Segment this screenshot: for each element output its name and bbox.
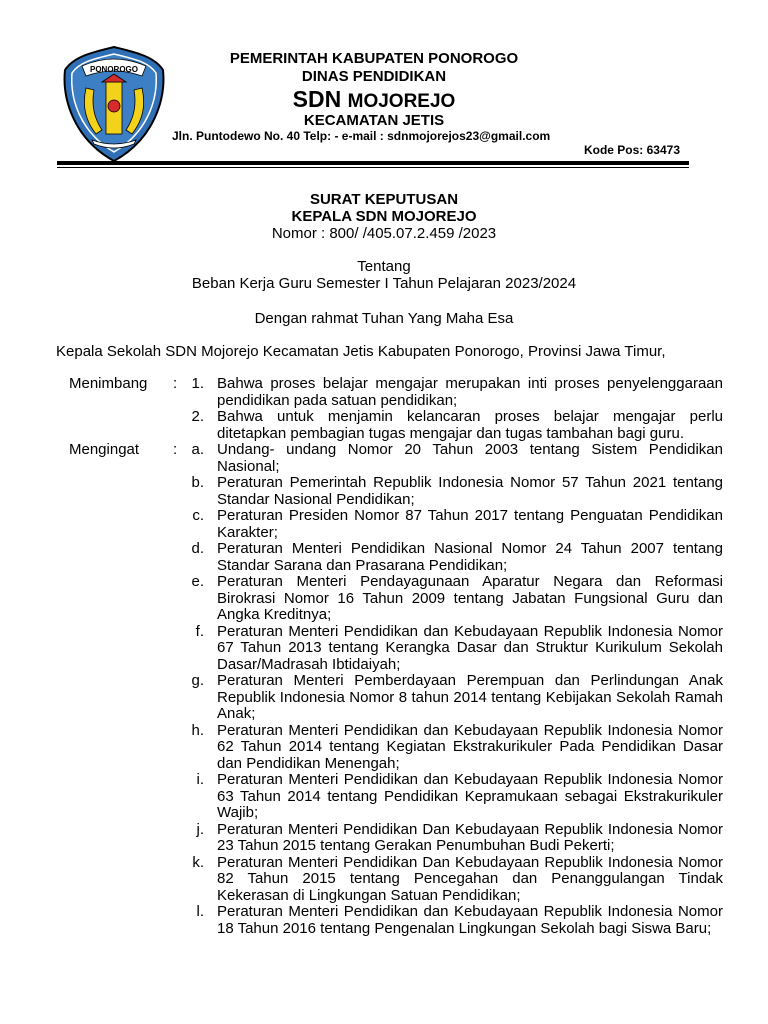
ponorogo-regency-emblem-icon xyxy=(62,44,166,164)
svg-text:PONOROGO: PONOROGO xyxy=(89,65,139,74)
letterhead-government: PEMERINTAH KABUPATEN PONOROGO xyxy=(229,50,519,67)
item-number: k. xyxy=(192,853,204,871)
letterhead-office: DINAS PENDIDIKAN xyxy=(301,68,447,85)
section-label: Menimbang xyxy=(69,375,148,392)
decree-number: Nomor : 800/ /405.07.2.459 /2023 xyxy=(271,225,497,242)
item-text: Peraturan Pemerintah Republik Indonesia Nomor 57 Tahun 2021 tentang Standar Nasional Pendidikan; xyxy=(217,474,723,508)
decree-about-label: Tentang xyxy=(357,258,411,275)
item-text: Peraturan Menteri Pendidikan Dan Kebudayaan Republik Indonesia Nomor 82 Tahun 2015 tentang Pencegahan dan Penanggulangan Tindak Kekerasan di Lingkungan Satuan Pendidikan; xyxy=(217,853,723,904)
list-item xyxy=(0,673,768,723)
list-item xyxy=(0,574,768,624)
item-number: 1. xyxy=(191,375,204,392)
letterhead-rule-thin xyxy=(57,167,689,168)
list-item xyxy=(0,409,768,442)
decree-subject: Beban Kerja Guru Semester I Tahun Pelajaran 2023/2024 xyxy=(191,275,577,292)
list-item xyxy=(0,723,768,773)
item-text: Undang- undang Nomor 20 Tahun 2003 tentang Sistem Pendidikan Nasional; xyxy=(217,441,723,475)
list-item xyxy=(0,624,768,674)
school-name: MOJOREJO xyxy=(347,91,456,112)
section-label: Mengingat xyxy=(69,441,140,458)
item-text: Peraturan Menteri Pendidikan dan Kebudayaan Republik Indonesia Nomor 63 Tahun 2014 tentang Pendidikan Kepramukaan sebagai Ekstrakurikuler Wajib; xyxy=(217,771,723,821)
list-item xyxy=(0,822,768,855)
list-item xyxy=(0,376,768,409)
item-number: b. xyxy=(191,474,204,491)
item-text: Peraturan Menteri Pendayagunaan Aparatur Negara dan Reformasi Birokrasi Nomor 16 Tahun 2009 tentang Jabatan Fungsional Guru dan Angka Kreditnya; xyxy=(217,573,723,623)
school-prefix: SDN xyxy=(292,86,342,112)
section-colon: : xyxy=(173,375,178,392)
list-item xyxy=(0,442,768,475)
item-number: f. xyxy=(195,622,204,640)
letterhead-postal-code: Kode Pos: 63473 xyxy=(583,143,680,157)
item-number: h. xyxy=(191,721,204,739)
item-number: e. xyxy=(191,573,204,590)
letterhead-rule-thick xyxy=(57,161,689,165)
list-item xyxy=(0,475,768,508)
item-number: c. xyxy=(192,507,204,524)
letterhead-school-name xyxy=(209,86,539,113)
item-number: i. xyxy=(196,771,204,788)
item-text: Bahwa untuk menjamin kelancaran proses belajar mengajar perlu ditetapkan pembagian tugas mengajar dan tugas tambahan bagi guru. xyxy=(217,408,723,442)
letterhead xyxy=(0,0,768,170)
list-item xyxy=(0,904,768,937)
decree-issuer: KEPALA SDN MOJOREJO xyxy=(291,208,477,225)
item-number: g. xyxy=(191,672,204,689)
list-item xyxy=(0,541,768,574)
decree-considerations xyxy=(0,376,768,937)
item-number: 2. xyxy=(191,408,204,425)
item-text: Bahwa proses belajar mengajar merupakan inti proses penyelenggaraan pendidikan pada satuan pendidikan; xyxy=(217,375,723,409)
letterhead-district: KECAMATAN JETIS xyxy=(303,112,445,129)
list-item xyxy=(0,772,768,822)
item-text: Peraturan Menteri Pendidikan dan Kebudayaan Republik Indonesia Nomor 18 Tahun 2016 tentang Pengenalan Lingkungan Sekolah bagi Siswa Baru; xyxy=(217,903,723,937)
list-item xyxy=(0,855,768,905)
letterhead-address: Jln. Puntodewo No. 40 Telp: - e-mail : sdnmojorejos23@gmail.com xyxy=(172,129,551,143)
item-number: a. xyxy=(191,441,204,458)
item-number: d. xyxy=(191,540,204,557)
decree-intro: Kepala Sekolah SDN Mojorejo Kecamatan Jetis Kabupaten Ponorogo, Provinsi Jawa Timur, xyxy=(56,343,666,360)
section-colon: : xyxy=(173,441,178,458)
item-number: l. xyxy=(196,903,204,920)
decree-blessing: Dengan rahmat Tuhan Yang Maha Esa xyxy=(254,310,514,327)
item-text: Peraturan Menteri Pendidikan Dan Kebudayaan Republik Indonesia Nomor 23 Tahun 2015 tentang Gerakan Penumbuhan Budi Pekerti; xyxy=(217,820,723,854)
item-text: Peraturan Menteri Pendidikan dan Kebudayaan Republik Indonesia Nomor 62 Tahun 2014 tentang Kegiatan Ekstrakurikuler Pada Pendidikan Dasar dan Pendidikan Menengah; xyxy=(217,721,723,772)
item-text: Peraturan Menteri Pendidikan Nasional Nomor 24 Tahun 2007 tentang Standar Sarana dan Prasarana Pendidikan; xyxy=(217,540,723,574)
list-item xyxy=(0,508,768,541)
item-text: Peraturan Presiden Nomor 87 Tahun 2017 tentang Penguatan Pendidikan Karakter; xyxy=(217,507,723,541)
item-text: Peraturan Menteri Pendidikan dan Kebudayaan Republik Indonesia Nomor 67 Tahun 2013 tentang Kerangka Dasar dan Struktur Kurikulum Sekolah Dasar/Madrasah Ibtidaiyah; xyxy=(217,622,723,673)
decree-title: SURAT KEPUTUSAN xyxy=(309,191,459,208)
item-number: j. xyxy=(196,820,204,838)
item-text: Peraturan Menteri Pemberdayaan Perempuan dan Perlindungan Anak Republik Indonesia Nomor 8 tahun 2014 tentang Kebijakan Sekolah Ramah Anak; xyxy=(217,672,723,722)
